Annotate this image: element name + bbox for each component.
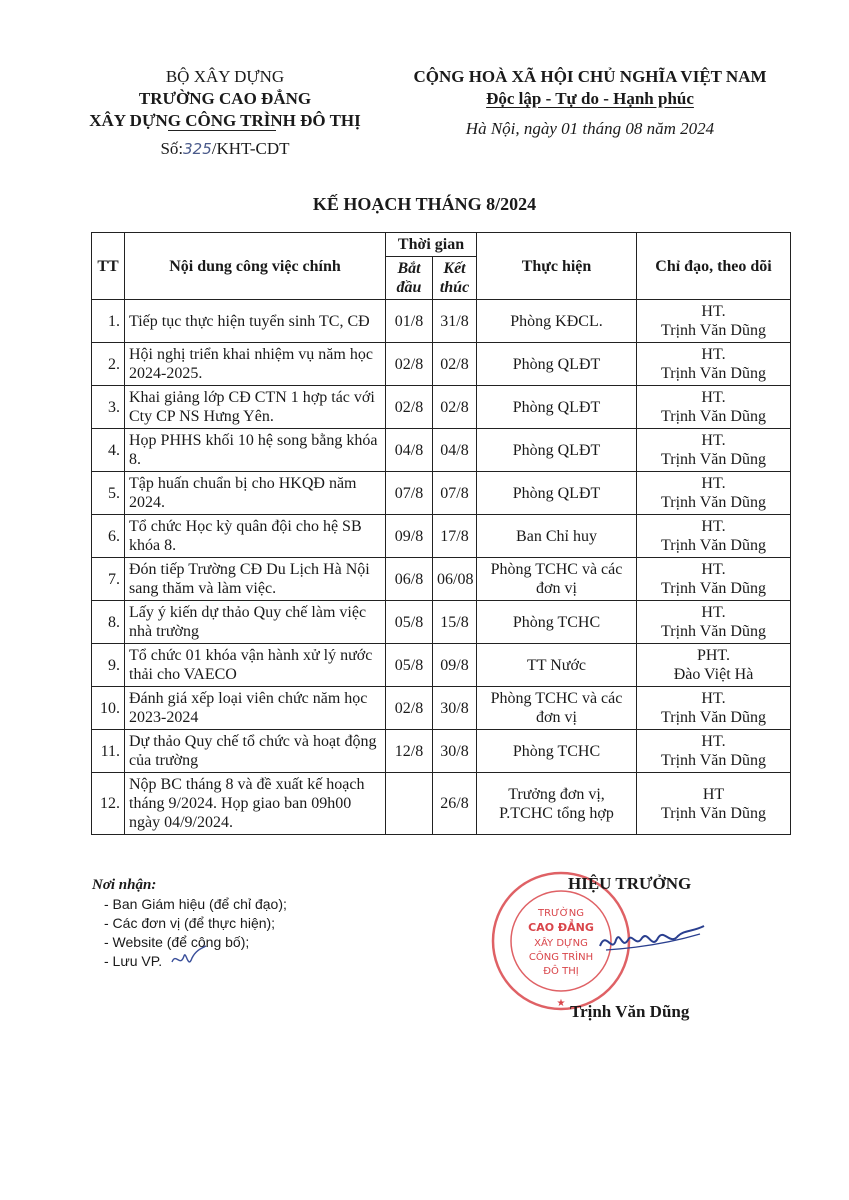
row-start-date: [386, 773, 433, 835]
row-end-date: 02/8: [433, 343, 477, 386]
supervisor-title: HT.: [701, 733, 726, 750]
table-row: [92, 300, 791, 343]
row-end-date: 15/8: [433, 601, 477, 644]
supervisor-title: HT.: [701, 432, 726, 449]
recipient-item: - Lưu VP.: [104, 953, 163, 969]
row-end-date: 02/8: [433, 386, 477, 429]
row-end-date: 09/8: [433, 644, 477, 687]
header-end: Kết thúc: [433, 257, 477, 300]
document-date: Hà Nội, ngày 01 tháng 08 năm 2024: [465, 119, 715, 138]
supervisor-title: HT.: [701, 518, 726, 535]
table-row: [92, 343, 791, 386]
row-start-date: 06/8: [386, 558, 433, 601]
school-name-line2: XÂY DỰNG CÔNG TRÌNH ĐÔ THỊ: [89, 111, 361, 130]
row-content: Lấy ý kiến dự thảo Quy chế làm việc nhà trường: [125, 601, 386, 644]
row-number: 4.: [92, 429, 125, 472]
table-row: [92, 386, 791, 429]
row-supervisor: [637, 429, 791, 472]
signature-icon: [596, 920, 706, 960]
row-end-date: 04/8: [433, 429, 477, 472]
row-number: 1.: [92, 300, 125, 343]
header-left-underline: [168, 130, 276, 131]
row-start-date: 05/8: [386, 644, 433, 687]
row-end-date: 07/8: [433, 472, 477, 515]
row-executor: Phòng TCHC: [477, 601, 637, 644]
svg-text:CÔNG TRÌNH: CÔNG TRÌNH: [528, 952, 594, 963]
row-start-date: 02/8: [386, 386, 433, 429]
header-content: Nội dung công việc chính: [125, 233, 386, 300]
supervisor-title: HT.: [701, 303, 726, 320]
row-content: Tiếp tục thực hiện tuyển sinh TC, CĐ: [125, 300, 386, 343]
table-row: [92, 429, 791, 472]
row-executor: Phòng TCHC và các đơn vị: [477, 558, 637, 601]
table-row: [92, 515, 791, 558]
row-executor: Phòng KĐCL.: [477, 300, 637, 343]
row-number: 10.: [92, 687, 125, 730]
header-left: [60, 66, 390, 160]
supervisor-name: Trịnh Văn Dũng: [661, 623, 766, 640]
svg-text:TRƯỜNG: TRƯỜNG: [538, 908, 584, 919]
recipients-title: Nơi nhận:: [92, 877, 157, 893]
row-executor: TT Nước: [477, 644, 637, 687]
row-number: 9.: [92, 644, 125, 687]
row-start-date: 02/8: [386, 687, 433, 730]
row-end-date: 30/8: [433, 687, 477, 730]
supervisor-name: Trịnh Văn Dũng: [661, 408, 766, 425]
header-executor: Thực hiện: [477, 233, 637, 300]
row-end-date: 17/8: [433, 515, 477, 558]
row-executor: Phòng QLĐT: [477, 472, 637, 515]
row-number: 3.: [92, 386, 125, 429]
row-content: Khai giảng lớp CĐ CTN 1 hợp tác với Cty CP NS Hưng Yên.: [125, 386, 386, 429]
supervisor-name: Đào Việt Hà: [673, 666, 754, 683]
table-row: [92, 601, 791, 644]
signer-title: HIỆU TRƯỞNG: [568, 874, 692, 893]
document-number: Số:325/KHT-CDT: [160, 139, 290, 158]
table-row: [92, 644, 791, 687]
ministry-name: BỘ XÂY DỰNG: [165, 67, 285, 86]
table-row: [92, 472, 791, 515]
row-content: Nộp BC tháng 8 và đề xuất kế hoạch tháng 9/2024. Họp giao ban 09h00 ngày 04/9/2024.: [125, 773, 386, 835]
table-row: [92, 558, 791, 601]
row-supervisor: [637, 300, 791, 343]
supervisor-name: Trịnh Văn Dũng: [661, 365, 766, 382]
row-supervisor: [637, 687, 791, 730]
row-supervisor: [637, 773, 791, 835]
row-start-date: 04/8: [386, 429, 433, 472]
supervisor-name: Trịnh Văn Dũng: [661, 709, 766, 726]
document-title: KẾ HOẠCH THÁNG 8/2024: [312, 194, 537, 214]
row-executor: Phòng QLĐT: [477, 343, 637, 386]
row-content: Đánh giá xếp loại viên chức năm học 2023-2024: [125, 687, 386, 730]
recipient-item: - Ban Giám hiệu (để chỉ đạo);: [104, 896, 287, 912]
row-supervisor: [637, 386, 791, 429]
row-number: 11.: [92, 730, 125, 773]
row-number: 6.: [92, 515, 125, 558]
header-time: Thời gian: [386, 233, 477, 257]
supervisor-name: Trịnh Văn Dũng: [661, 804, 766, 822]
supervisor-name: Trịnh Văn Dũng: [661, 537, 766, 554]
row-supervisor: [637, 601, 791, 644]
row-content: Họp PHHS khối 10 hệ song bằng khóa 8.: [125, 429, 386, 472]
recipient-item: - Website (để công bố);: [104, 934, 250, 950]
row-end-date: 26/8: [433, 773, 477, 835]
signer-name: Trịnh Văn Dũng: [570, 1002, 690, 1021]
row-number: 12.: [92, 773, 125, 835]
row-executor: Ban Chỉ huy: [477, 515, 637, 558]
initial-mark-icon: [168, 944, 208, 974]
supervisor-title: PHT.: [696, 647, 731, 664]
row-content: Tổ chức 01 khóa vận hành xử lý nước thải cho VAECO: [125, 644, 386, 687]
supervisor-name: Trịnh Văn Dũng: [661, 752, 766, 769]
national-motto: Độc lập - Tự do - Hạnh phúc: [486, 89, 694, 108]
recipient-item: - Các đơn vị (để thực hiện);: [104, 915, 276, 931]
row-start-date: 07/8: [386, 472, 433, 515]
plan-table: [91, 232, 791, 835]
svg-text:XÂY DỰNG: XÂY DỰNG: [534, 938, 588, 949]
supervisor-title: HT: [702, 785, 725, 803]
row-executor: Trưởng đơn vị, P.TCHC tổng hợp: [477, 773, 637, 835]
row-executor: Phòng QLĐT: [477, 386, 637, 429]
row-start-date: 02/8: [386, 343, 433, 386]
row-start-date: 01/8: [386, 300, 433, 343]
row-number: 2.: [92, 343, 125, 386]
school-name-line1: TRƯỜNG CAO ĐẲNG: [138, 89, 312, 108]
national-title: CỘNG HOÀ XÃ HỘI CHỦ NGHĨA VIỆT NAM: [413, 67, 767, 86]
table-row: [92, 687, 791, 730]
row-content: Dự thảo Quy chế tổ chức và hoạt động của trường: [125, 730, 386, 773]
row-content: Tập huấn chuẩn bị cho HKQĐ năm 2024.: [125, 472, 386, 515]
supervisor-name: Trịnh Văn Dũng: [661, 451, 766, 468]
row-executor: Phòng QLĐT: [477, 429, 637, 472]
row-end-date: 31/8: [433, 300, 477, 343]
row-supervisor: [637, 343, 791, 386]
row-end-date: 06/08: [433, 558, 477, 601]
row-executor: Phòng TCHC và các đơn vị: [477, 687, 637, 730]
header-start: Bắt đầu: [386, 257, 433, 300]
row-start-date: 09/8: [386, 515, 433, 558]
header-tt: TT: [92, 233, 125, 300]
table-header-row: [92, 233, 791, 257]
table-row: [92, 773, 791, 835]
supervisor-title: HT.: [701, 604, 726, 621]
row-supervisor: [637, 472, 791, 515]
row-number: 7.: [92, 558, 125, 601]
row-supervisor: [637, 558, 791, 601]
row-supervisor: [637, 644, 791, 687]
row-number: 8.: [92, 601, 125, 644]
svg-text:CAO ĐẲNG: CAO ĐẲNG: [528, 921, 594, 934]
row-start-date: 12/8: [386, 730, 433, 773]
row-content: Hội nghị triển khai nhiệm vụ năm học 2024-2025.: [125, 343, 386, 386]
row-supervisor: [637, 730, 791, 773]
row-content: Đón tiếp Trường CĐ Du Lịch Hà Nội sang thăm và làm việc.: [125, 558, 386, 601]
supervisor-title: HT.: [701, 561, 726, 578]
row-supervisor: [637, 515, 791, 558]
supervisor-name: Trịnh Văn Dũng: [661, 322, 766, 339]
supervisor-name: Trịnh Văn Dũng: [661, 494, 766, 511]
svg-text:ĐÔ THỊ: ĐÔ THỊ: [543, 966, 579, 977]
row-executor: Phòng TCHC: [477, 730, 637, 773]
supervisor-title: HT.: [701, 389, 726, 406]
supervisor-title: HT.: [701, 475, 726, 492]
supervisor-name: Trịnh Văn Dũng: [661, 580, 766, 597]
handwritten-number: 325: [183, 140, 212, 158]
row-start-date: 05/8: [386, 601, 433, 644]
row-content: Tổ chức Học kỳ quân đội cho hệ SB khóa 8.: [125, 515, 386, 558]
supervisor-title: HT.: [701, 690, 726, 707]
row-end-date: 30/8: [433, 730, 477, 773]
table-row: [92, 730, 791, 773]
svg-text:★: ★: [556, 998, 566, 1009]
header-supervisor: Chỉ đạo, theo dõi: [637, 233, 791, 300]
row-number: 5.: [92, 472, 125, 515]
table-body: [92, 300, 791, 835]
header-right: [390, 66, 790, 140]
supervisor-title: HT.: [701, 346, 726, 363]
